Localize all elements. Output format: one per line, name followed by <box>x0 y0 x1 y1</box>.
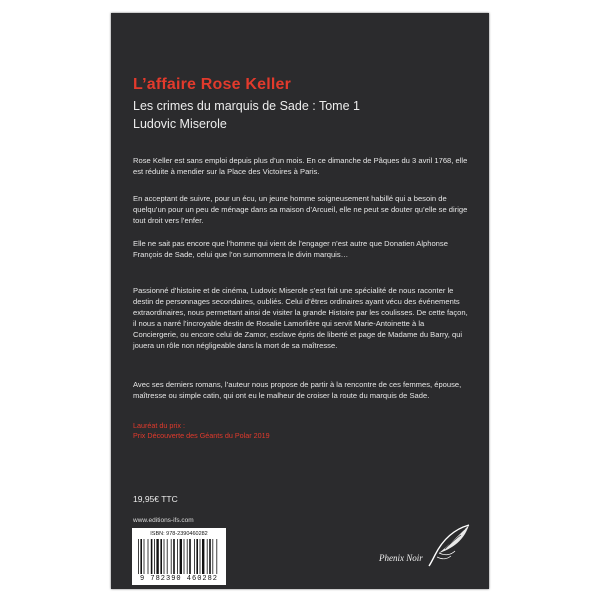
feather-icon <box>425 523 473 567</box>
book-back-cover <box>111 13 489 589</box>
price: 19,95€ TTC <box>133 494 178 504</box>
author-closing-paragraph: Avec ses derniers romans, l’auteur nous propose de partir à la rencontre de ces femmes, épouse, maîtresse ou simple catin, qui ont eu le malheur de croiser la route du marquis de Sade. <box>133 380 462 400</box>
award-name: Prix Découverte des Géants du Polar 2019 <box>133 431 270 440</box>
blurb-paragraph-2: En acceptant de suivre, pour un écu, un jeune homme soigneusement habillé qui a besoin de quelqu’un pour un peu de ménage dans sa maison d’Arcueil, elle ne peut se douter qu’elle se dirige tout droit vers l’enfer. <box>133 194 468 225</box>
book-subtitle: Les crimes du marquis de Sade : Tome 1 <box>133 99 360 113</box>
blurb-paragraph-3: Elle ne sait pas encore que l’homme qui vient de l’engager n’est autre que Donatien Alphonse François de Sade, celui que l’on surnommera le divin marquis… <box>133 239 448 259</box>
author-bio-paragraph: Passionné d’histoire et de cinéma, Ludovic Miserole s’est fait une spécialité de nous raconter le destin de personnages secondaires, oubliés. Celui d’êtres ordinaires ayant vécu des événements extraordinaires, nous permettant ainsi de visiter la grande Histoire par les coulisses. De cette façon, il nous a narré l’incroyable destin de Rosalie Lamorlière qui servit Marie-Antoinette à la Conciergerie, ou encore celui de Zamor, esclave épris de liberté et page de Madame du Barry, qui jouera un rôle non négligeable dans la mort de sa maîtresse. <box>133 286 468 350</box>
award-block <box>133 421 270 441</box>
publisher-name: Phenix Noir <box>379 553 423 563</box>
publisher-website: www.editions-ifs.com <box>133 517 194 524</box>
book-author: Ludovic Miserole <box>133 117 227 131</box>
blurb-paragraph-1: Rose Keller est sans emploi depuis plus d’un mois. En ce dimanche de Pâques du 3 avril 1768, elle est réduite à mendier sur la Place des Victoires à Paris. <box>133 156 468 176</box>
barcode-bars <box>138 539 220 574</box>
isbn-label: ISBN: 978-2390460282 <box>150 531 208 537</box>
publisher-logo <box>379 523 479 583</box>
barcode <box>132 528 226 585</box>
award-label: Lauréat du prix : <box>133 421 185 430</box>
book-title: L’affaire Rose Keller <box>133 76 292 93</box>
barcode-number: 9 782390 460282 <box>139 575 218 583</box>
